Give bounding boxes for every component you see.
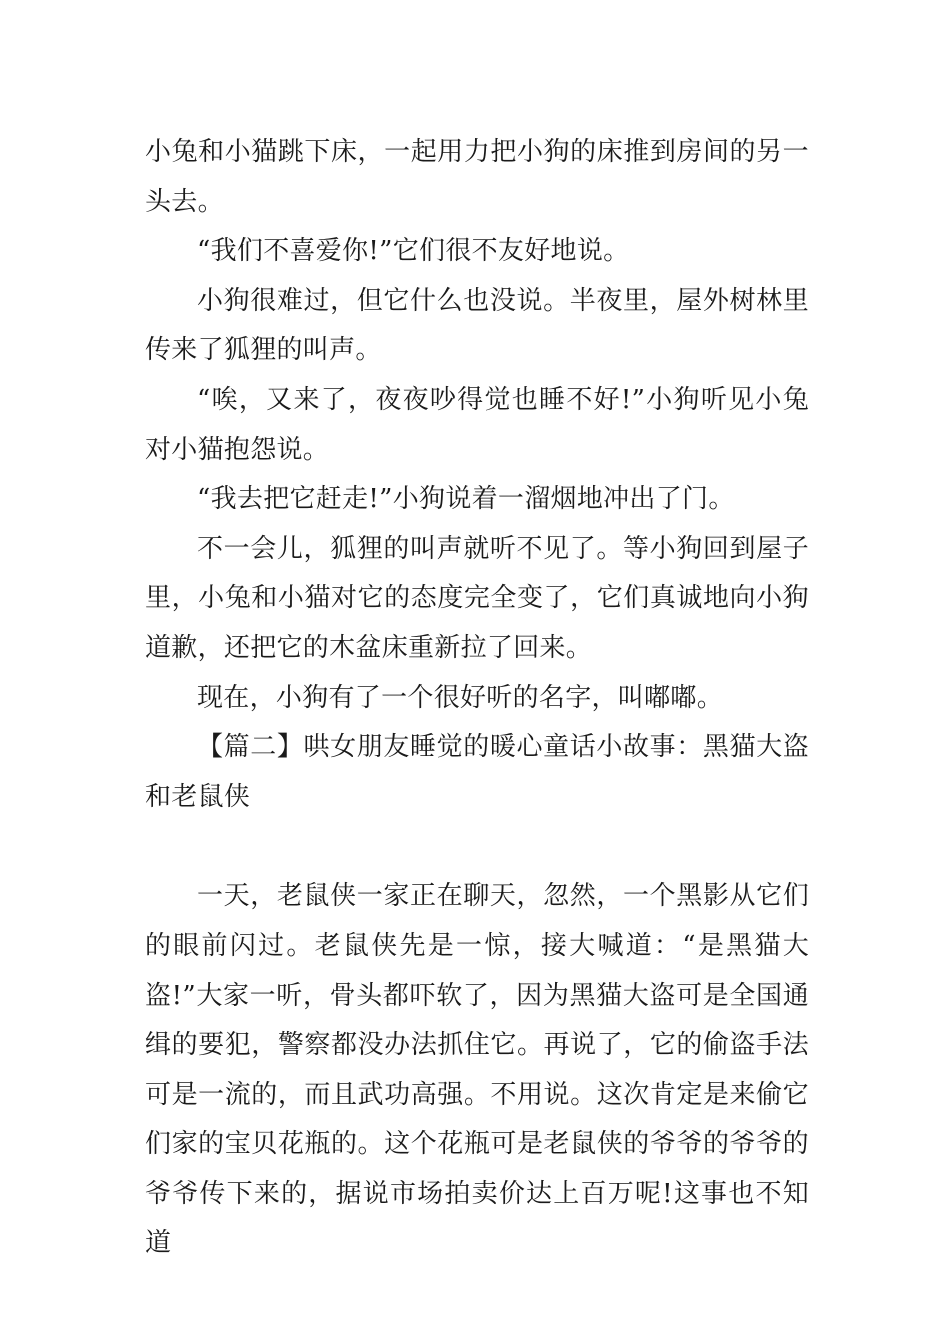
paragraph-8: 一天，老鼠侠一家正在聊天，忽然，一个黑影从它们的眼前闪过。老鼠侠先是一惊，接大喊道：“是黑猫大盗!”大家一听，骨头都吓软了，因为黑猫大盗可是全国通缉的要犯，警察都没办法抓住它。再说了，它的偷盗手法可是一流的，而且武功高强。不用说。这次肯定是来偷它们家的宝贝花瓶的。这个花瓶可是老鼠侠的爷爷的爷爷的爷爷传下来的，据说市场拍卖价达上百万呢!这事也不知道 (145, 881, 809, 1259)
paragraph-4: “唉，又来了，夜夜吵得觉也睡不好!”小狗听见小兔对小猫抱怨说。 (145, 384, 809, 465)
paragraph-5: “我去把它赶走!”小狗说着一溜烟地冲出了门。 (197, 484, 735, 515)
paragraph-7: 现在，小狗有了一个很好听的名字，叫嘟嘟。 (197, 682, 724, 713)
paragraph-2: “我们不喜爱你!”它们很不友好地说。 (197, 236, 630, 267)
paragraph-1: 小兔和小猫跳下床，一起用力把小狗的床推到房间的另一头去。 (145, 137, 809, 217)
document-page (145, 128, 809, 1269)
paragraph-spacer (145, 822, 809, 872)
section-heading: 【篇二】哄女朋友睡觉的暖心童话小故事：黑猫大盗和老鼠侠 (145, 732, 809, 812)
paragraph-3: 小狗很难过，但它什么也没说。半夜里，屋外树林里传来了狐狸的叫声。 (145, 285, 809, 366)
paragraph-6: 不一会儿，狐狸的叫声就听不见了。等小狗回到屋子里，小兔和小猫对它的态度完全变了，它们真诚地向小狗道歉，还把它的木盆床重新拉了回来。 (145, 533, 809, 663)
